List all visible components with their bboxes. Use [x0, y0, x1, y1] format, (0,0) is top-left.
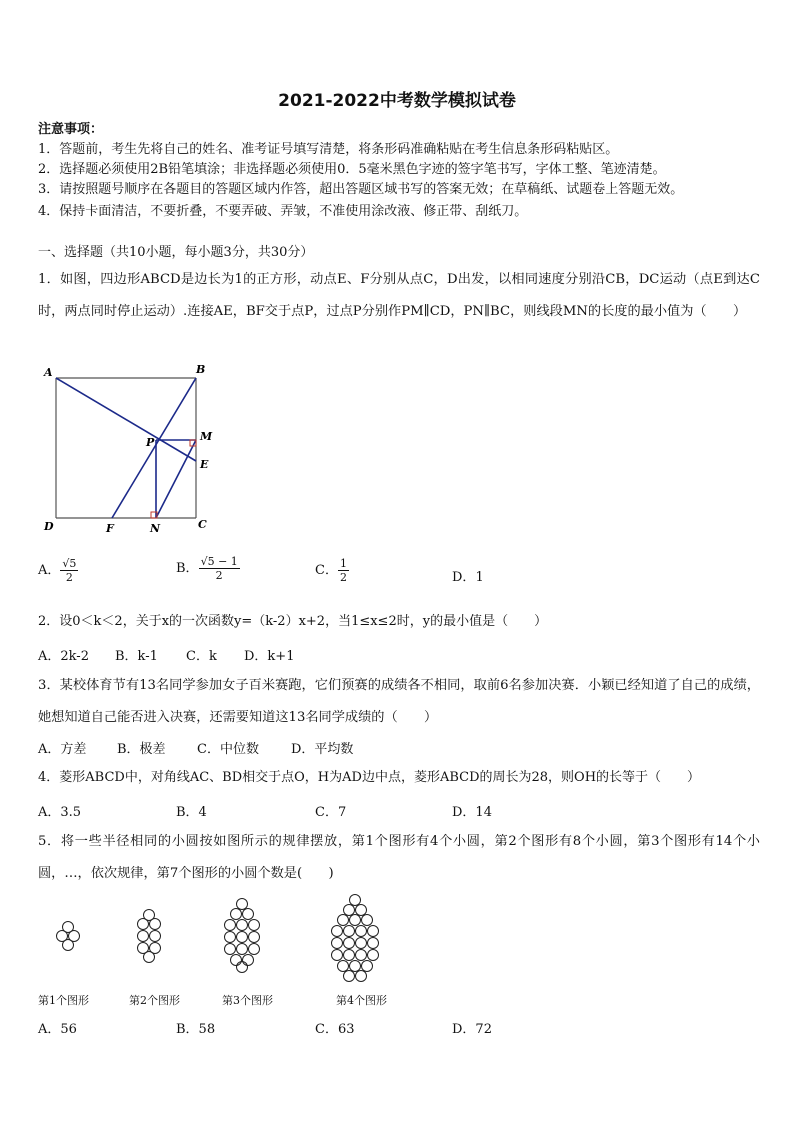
- question-3-stem: 3．某校体育节有13名同学参加女子百米赛跑，它们预赛的成绩各不相同，取前6名参加决赛．小颖已经知道了自己的成绩，她想知道自己能否进入决赛，还需要知道这13名同学成绩的（ ）: [38, 678, 760, 725]
- segment-mn: [156, 440, 196, 518]
- point-label: A: [44, 366, 53, 379]
- option-a: A． $\frac{√5}{2}$: [38, 557, 77, 584]
- option-d: D．1: [452, 570, 484, 585]
- circle-pattern-figure: [40, 890, 420, 985]
- question-5-stem: 5．将一些半径相同的小圆按如图所示的规律摆放，第1个图形有4个小圆，第2个图形有8个小圆，第3个图形有14个小圆，…，依次规律，第7个图形的小圆个数是( ): [38, 834, 760, 881]
- option-d: D．14: [452, 805, 492, 820]
- square-abcd-figure: [36, 360, 216, 540]
- pattern-figure-1: [57, 922, 80, 951]
- pattern-figure-3: [225, 899, 260, 973]
- option-d: D．k+1: [244, 649, 295, 664]
- notice-item: 1．答题前，考生先将自己的姓名、准考证号填写清楚，将条形码准确粘贴在考生信息条形码粘贴区。: [38, 142, 619, 157]
- point-label: B: [196, 363, 206, 376]
- segment-ae: [56, 378, 196, 461]
- figure-caption: 第2个图形: [129, 994, 180, 1007]
- option-d: D．平均数: [291, 742, 354, 757]
- point-label: C: [198, 518, 207, 531]
- page-title: 2021-2022中考数学模拟试卷: [278, 91, 516, 111]
- figure-caption: 第4个图形: [336, 994, 387, 1007]
- option-c: C．中位数: [197, 742, 259, 757]
- notice-item: 4．保持卡面清洁，不要折叠，不要弄破、弄皱，不准使用涂改液、修正带、刮纸刀。: [38, 204, 528, 219]
- option-b: B．k-1: [115, 649, 158, 664]
- pattern-figure-4: [332, 895, 379, 982]
- option-b: B．58: [176, 1022, 216, 1037]
- question-2-stem: 2．设0＜k＜2，关于x的一次函数y=（k-2）x+2，当1≤x≤2时，y的最小值是（ ）: [38, 614, 548, 629]
- notice-heading: 注意事项：: [38, 122, 104, 137]
- option-c: C．63: [315, 1022, 355, 1037]
- point-label: M: [200, 430, 213, 443]
- option-a: A．3.5: [38, 805, 82, 820]
- section-heading: 一、选择题（共10小题，每小题3分，共30分）: [38, 245, 314, 260]
- option-c: C． $\frac{1}{2}$: [315, 557, 347, 584]
- question-1-stem: 1．如图，四边形ABCD是边长为1的正方形，动点E、F分别从点C，D出发，以相同速度分别沿CB，DC运动（点E到达C时，两点同时停止运动）.连接AE，BF交于点P，过点P分别作PM∥CD，PN∥BC，则线段MN的长度的最小值为（ ）: [38, 272, 760, 319]
- figure-caption: 第3个图形: [222, 994, 273, 1007]
- point-label: P: [146, 436, 155, 449]
- point-label: N: [150, 522, 161, 535]
- pattern-figure-2: [138, 910, 161, 963]
- option-d: D．72: [452, 1022, 492, 1037]
- figure-caption: 第1个图形: [38, 994, 89, 1007]
- point-label: E: [200, 458, 209, 471]
- question-4-stem: 4．菱形ABCD中，对角线AC、BD相交于点O，H为AD边中点，菱形ABCD的周长为28，则OH的长等于（ ）: [38, 770, 701, 785]
- option-a: A．2k-2: [38, 649, 89, 664]
- option-b: B．4: [176, 805, 207, 820]
- option-b: B．极差: [117, 742, 166, 757]
- point-label: D: [44, 520, 54, 533]
- notice-item: 3．请按照题号顺序在各题目的答题区域内作答，超出答题区域书写的答案无效；在草稿纸、试题卷上答题无效。: [38, 182, 684, 197]
- option-a: A．方差: [38, 742, 87, 757]
- option-a: A．56: [38, 1022, 77, 1037]
- point-label: F: [106, 522, 114, 535]
- option-b: B． $\frac{√5 - 1}{2}$: [176, 555, 238, 582]
- notice-item: 2．选择题必须使用2B铅笔填涂；非选择题必须使用0．5毫米黑色字迹的签字笔书写，字体工整、笔迹清楚。: [38, 162, 666, 177]
- option-c: C．7: [315, 805, 347, 820]
- option-c: C．k: [186, 649, 217, 664]
